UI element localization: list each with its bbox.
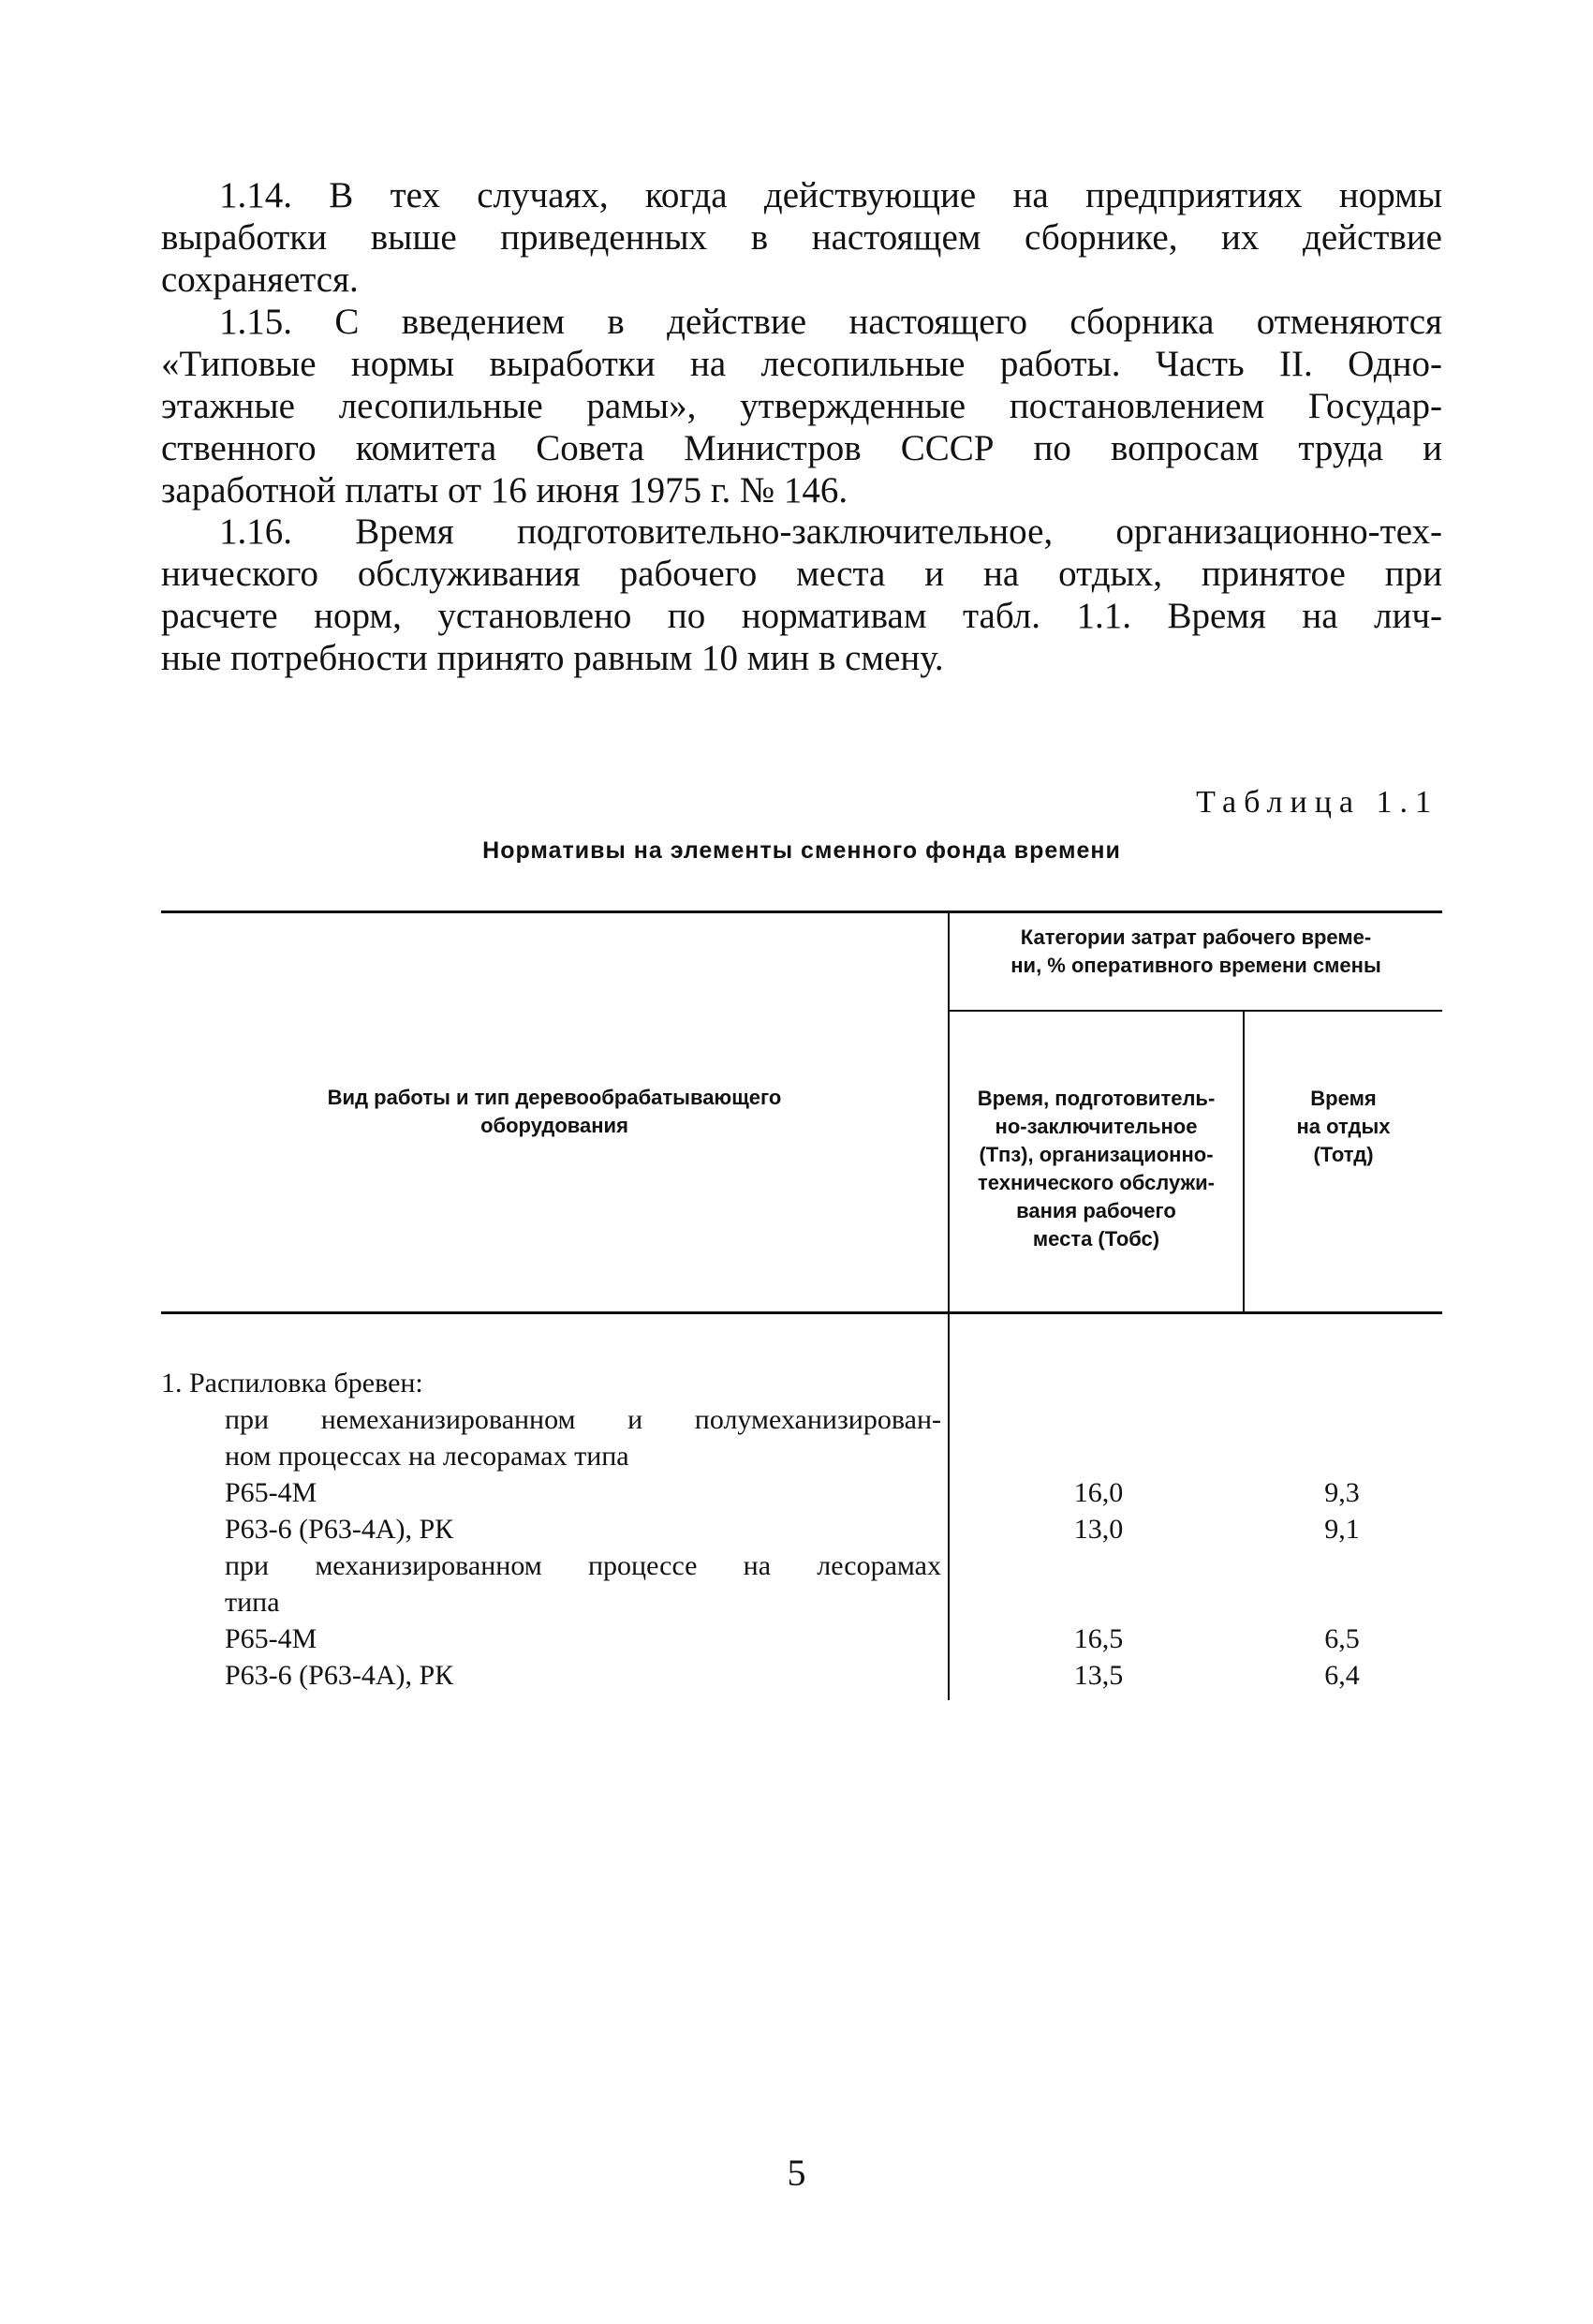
table-row-label: Р65-4М (225, 1477, 317, 1508)
header-col-work-type (161, 1084, 948, 1140)
paragraph-line: ные потребности принято равным 10 мин в смену. (161, 638, 944, 678)
header-line: технического обслужи- (978, 1171, 1215, 1194)
paragraph-line: «Типовые нормы выработки на лесопильные работы. Часть II. Одно- (161, 344, 1442, 384)
paragraph-line: 1.16. Время подготовительно-заключительное, организационно-тех- (219, 511, 1442, 552)
table-row-label: 1. Распиловка бревен: (161, 1368, 423, 1399)
header-line: (Тотд) (1313, 1143, 1374, 1166)
table-cell-prep-time: 16,0 (1073, 1477, 1124, 1508)
table-cell-rest-time: 6,4 (1324, 1660, 1360, 1691)
paragraph-line: расчете норм, установлено по нормативам табл. 1.1. Время на лич- (161, 596, 1442, 636)
table-row-label: при механизированном процессе на лесорамах (225, 1550, 941, 1581)
column-divider-1 (948, 913, 950, 1700)
paragraph-1-14 (161, 174, 1442, 301)
paragraph-line: сохраняется. (161, 259, 359, 300)
header-line: но-заключительное (995, 1115, 1198, 1138)
table-row-label: при немеханизированном и полумеханизирован- (225, 1404, 941, 1435)
table-cell-prep-time: 13,5 (1073, 1660, 1124, 1691)
paragraph-1-15 (161, 301, 1442, 511)
table-cell-rest-time: 6,5 (1324, 1623, 1360, 1654)
table-cell-prep-time: 16,5 (1073, 1623, 1124, 1654)
group-header-rule (948, 1010, 1442, 1012)
header-line: Время (1310, 1087, 1377, 1110)
header-col-prep-time (950, 1085, 1243, 1253)
header-group-time-categories (950, 924, 1442, 980)
page-number: 5 (787, 2152, 806, 2194)
table-title: Нормативы на элементы сменного фонда времени (482, 837, 1121, 864)
paragraph-line: 1.14. В тех случаях, когда действующие на предприятиях нормы (219, 175, 1442, 215)
paragraph-line: выработки выше приведенных в настоящем сборнике, их действие (161, 217, 1442, 258)
paragraph-1-16 (161, 511, 1442, 679)
table-row-label: ном процессах на лесорамах типа (225, 1441, 629, 1472)
paragraph-line: 1.15. С введением в действие настоящего сборника отменяются (219, 302, 1442, 342)
table-row-label: Р63-6 (Р63-4А), РК (225, 1514, 454, 1545)
header-line: Время, подготовитель- (977, 1087, 1216, 1110)
table-cell-rest-time: 9,3 (1324, 1477, 1360, 1508)
table-row-label: Р63-6 (Р63-4А), РК (225, 1660, 454, 1691)
table-top-rule (161, 910, 1442, 913)
paragraph-line: ственного комитета Совета Министров СССР по вопросам труда и (161, 428, 1442, 468)
header-line: Категории затрат рабочего време- (1020, 925, 1372, 949)
header-line: (Тпз), организационно- (979, 1143, 1214, 1166)
paragraph-line: заработной платы от 16 июня 1975 г. № 146. (161, 470, 848, 511)
paragraph-line: нического обслуживания рабочего места и на отдых, принятое при (161, 554, 1442, 594)
header-bottom-rule (161, 1311, 1442, 1314)
table-row-label: типа (225, 1587, 280, 1618)
table-row-label: Р65-4М (225, 1623, 317, 1654)
header-line: ни, % оперативного времени смены (1010, 954, 1381, 977)
header-line: места (Тобс) (1032, 1227, 1160, 1251)
header-line: Вид работы и тип деревообрабатывающего (327, 1086, 782, 1109)
table-cell-prep-time: 13,0 (1073, 1514, 1124, 1545)
paragraph-line: этажные лесопильные рамы», утвержденные постановлением Государ- (161, 386, 1442, 426)
header-col-rest-time (1245, 1085, 1442, 1169)
header-line: на отдых (1296, 1115, 1391, 1138)
table-cell-rest-time: 9,1 (1324, 1514, 1360, 1545)
table-label: Таблица 1.1 (1196, 785, 1438, 820)
header-line: вания рабочего (1016, 1199, 1176, 1222)
header-line: оборудования (480, 1114, 628, 1137)
